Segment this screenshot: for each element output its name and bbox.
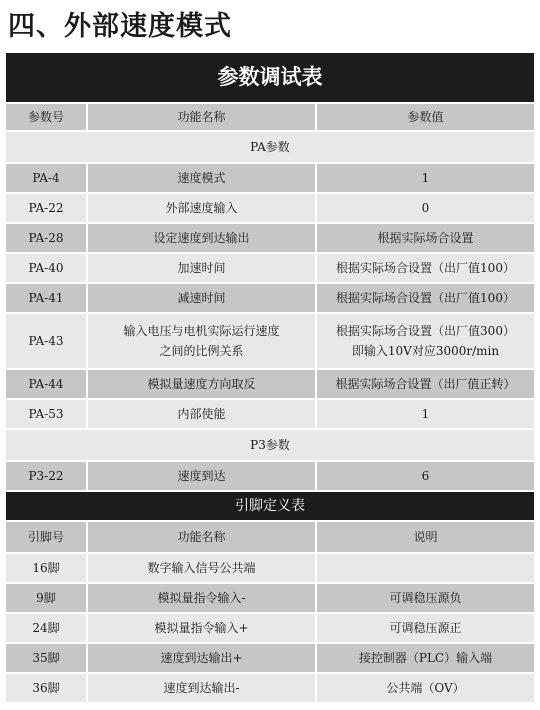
number-cell: PA-28 <box>6 224 86 252</box>
tables-container <box>6 53 534 702</box>
header-pin-number: 引脚号 <box>6 522 86 552</box>
pin-rows <box>6 552 534 702</box>
number-cell: 9脚 <box>6 584 86 612</box>
number-cell: 24脚 <box>6 614 86 642</box>
function-cell: 模拟量指令输入- <box>86 584 315 612</box>
header-param-number: 参数号 <box>6 104 86 130</box>
pin-table-header-row <box>6 520 534 552</box>
section-row-pa <box>6 130 534 162</box>
number-cell: PA-53 <box>6 400 86 428</box>
table-row <box>6 192 534 222</box>
function-cell: 数字输入信号公共端 <box>86 554 315 582</box>
value-cell: 公共端（OV） <box>315 674 534 702</box>
function-cell: 外部速度输入 <box>86 194 315 222</box>
number-cell: PA-44 <box>6 370 86 398</box>
value-cell: 根据实际场合设置（出厂值100） <box>315 254 534 282</box>
table-row <box>6 612 534 642</box>
number-cell: PA-4 <box>6 164 86 192</box>
value-cell: 接控制器（PLC）输入端 <box>315 644 534 672</box>
value-cell: 6 <box>315 462 534 490</box>
header-function-name: 功能名称 <box>86 104 315 130</box>
table-row <box>6 282 534 312</box>
value-cell: 可调稳压源负 <box>315 584 534 612</box>
value-cell: 根据实际场合设置（出厂值100） <box>315 284 534 312</box>
value-cell: 可调稳压源正 <box>315 614 534 642</box>
function-cell: 速度到达输出- <box>86 674 315 702</box>
function-cell: 模拟量指令输入+ <box>86 614 315 642</box>
value-cell: 1 <box>315 164 534 192</box>
value-cell: 根据实际场合设置（出厂值300） 即输入10V对应3000r/min <box>315 314 534 368</box>
section-row-p3 <box>6 428 534 460</box>
number-cell: P3-22 <box>6 462 86 490</box>
table-row <box>6 582 534 612</box>
pa-rows <box>6 162 534 428</box>
table-row <box>6 672 534 702</box>
function-cell: 设定速度到达输出 <box>86 224 315 252</box>
p3-rows <box>6 460 534 490</box>
number-cell: PA-22 <box>6 194 86 222</box>
function-cell: 加速时间 <box>86 254 315 282</box>
section-label-pa: PA参数 <box>6 132 534 162</box>
value-cell: 根据实际场合设置（出厂值正转） <box>315 370 534 398</box>
number-cell: PA-40 <box>6 254 86 282</box>
table-row <box>6 162 534 192</box>
section-label-p3: P3参数 <box>6 430 534 460</box>
number-cell: 35脚 <box>6 644 86 672</box>
number-cell: 16脚 <box>6 554 86 582</box>
pin-table-title: 引脚定义表 <box>6 492 534 520</box>
value-cell <box>315 554 534 582</box>
param-table-title: 参数调试表 <box>6 53 534 102</box>
table-row <box>6 222 534 252</box>
number-cell: 36脚 <box>6 674 86 702</box>
value-cell: 根据实际场合设置 <box>315 224 534 252</box>
value-cell: 1 <box>315 400 534 428</box>
function-cell: 速度模式 <box>86 164 315 192</box>
table-row <box>6 312 534 368</box>
table-row <box>6 642 534 672</box>
table-row <box>6 398 534 428</box>
header-param-value: 参数值 <box>315 104 534 130</box>
param-table-header-row <box>6 102 534 130</box>
number-cell: PA-43 <box>6 314 86 368</box>
function-cell: 速度到达 <box>86 462 315 490</box>
table-row <box>6 460 534 490</box>
header-pin-description: 说明 <box>315 522 534 552</box>
table-row <box>6 252 534 282</box>
number-cell: PA-41 <box>6 284 86 312</box>
function-cell: 内部使能 <box>86 400 315 428</box>
function-cell: 模拟量速度方向取反 <box>86 370 315 398</box>
function-cell: 速度到达输出+ <box>86 644 315 672</box>
function-cell: 减速时间 <box>86 284 315 312</box>
header-pin-function: 功能名称 <box>86 522 315 552</box>
function-cell: 输入电压与电机实际运行速度 之间的比例关系 <box>86 314 315 368</box>
page-heading: 四、外部速度模式 <box>8 11 232 42</box>
table-row <box>6 368 534 398</box>
value-cell: 0 <box>315 194 534 222</box>
table-row <box>6 552 534 582</box>
